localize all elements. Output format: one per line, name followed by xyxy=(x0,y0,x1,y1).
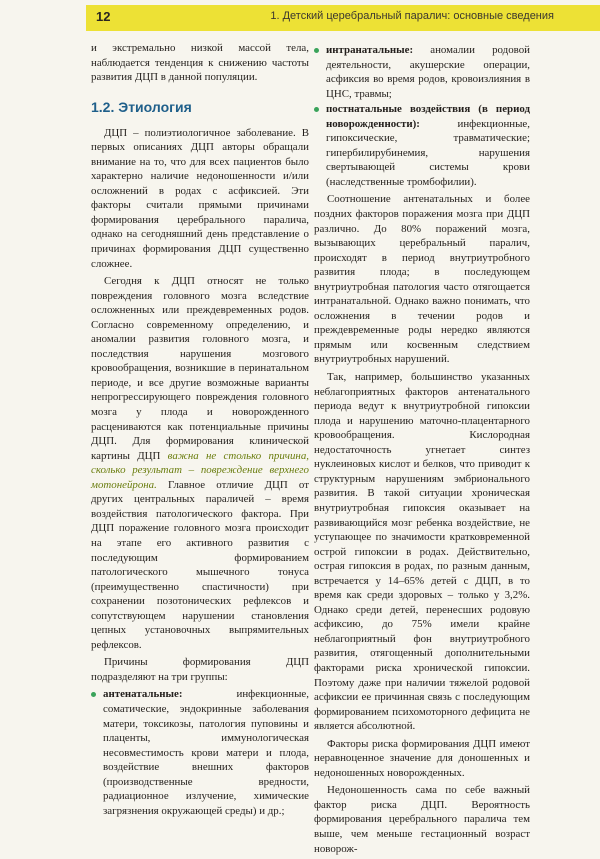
paragraph-hypoxia: Так, например, большинство указанных неблагоприятных факторов антенатального периода ведут к внутриутробной гипоксии плода и нарушению маточно-плацентарного кровообращения. Кислородная недостаточность угнетает синтез нуклеиновых кислот и белков, что приводит к структурным нарушениям эмбрионального развития. В такой ситуации хроническая внутриутробная гипоксия оказывает на развивающийся мозг ребенка воздействие, не уступающее по значимости кратковременной острой гипоксии в родах. Действительно, острая гипоксия в родах, по разным данным, встречается у 14–65% детей с ДЦП, в то время как среди здоровых – только у 3,2%. Однако среди детей, перенесших родовую асфиксию, до 75% имели крайне неблагоприятный фон внутриутробного развития, отягощенный дополнительными факторами риска хронической гипоксии. Поэтому даже при наличии тяжелой родовой асфиксии ее причинная связь с последующим формированием психомоторного дефицита не является абсолютной. xyxy=(314,371,530,733)
list-item xyxy=(91,687,309,818)
paragraph-risk-factors: Факторы риска формирования ДЦП имеют неравноценное значение для доношенных и недоношенных новорожденных. xyxy=(314,737,530,779)
paragraph-text: Главное отличие ДЦП от других центральных параличей – время воздействия патологического фактора. При ДЦП поражение головного мозга происходит на этапе его активного развития с последующим формированием патологического мышечного тонуса (преимущественно спастичности) при сохранении позотонических рефлексов и сопутствующем нарушении становления цепных установочных выпрямительных рефлексов. xyxy=(91,478,309,651)
page-number: 12 xyxy=(96,9,111,24)
intro-paragraph: и экстремально низкой массой тела, наблюдается тенденция к снижению частоты развития ДЦП в данной популяции. xyxy=(91,42,309,84)
running-title: 1. Детский церебральный паралич: основные сведения xyxy=(270,10,554,22)
causes-list xyxy=(91,687,309,818)
paragraph-etiology-1: ДЦП – полиэтиологичное заболевание. В первых описаниях ДЦП авторы обращали внимание на то, что для всех пациентов было характерно наличие недоношенности и/или осложнений в родах с асфиксией. Эти факторы считали прямыми причинами формирования церебрального паралича, однако на сегодняшний день представление о причинах формирования ДЦП существенно сложнее. xyxy=(91,126,309,270)
list-item-term: постнатальные воздействия (в период новорожденности): xyxy=(326,103,530,130)
paragraph-etiology-2 xyxy=(91,274,309,652)
paragraph-text: Сегодня к ДЦП относят не только повреждения головного мозга вследствие осложненных или преждевременных родов. Согласно современному определению, и аномалии развития головного мозга, и последствия нарушения мозгового кровообращения, возникшие в перинатальном периоде, и все другие возможные варианты непрогрессирующего повреждения головного мозга у плода и новорожденного расцениваются как потенциальные причины ДЦП. Для формирования клинической картины ДЦП xyxy=(91,275,309,462)
bullet-dot-icon xyxy=(314,48,319,53)
paragraph-causes: Причины формирования ДЦП подразделяют на три группы: xyxy=(91,656,309,683)
left-column xyxy=(91,41,309,821)
paragraph-ratio: Соотношение антенатальных и более поздних факторов поражения мозга при ДЦП различно. До 80% поражений мозга, вызывающих церебральный паралич, происходят в период внутриутробного развития плода; в последующем внутриутробная патология часто отягощается интранатальной. Однако важно понимать, что осложнения в течении родов и преждевременные роды нередко являются прямым или косвенным следствием внутриутробных нарушений. xyxy=(314,193,530,366)
paragraph-prematurity: Недоношенность сама по себе важный фактор риска ДЦП. Вероятность формирования церебрального паралича тем выше, чем меньше гестационный возраст новорож- xyxy=(314,784,530,855)
bullet-dot-icon xyxy=(314,107,319,112)
list-item-text: инфекционные, гипоксические, травматические; гипербилирубинемия, нарушения свертывающей системы крови (наследственные тромбофилии). xyxy=(326,117,530,188)
bullet-dot-icon xyxy=(91,692,96,697)
list-item-text: аномалии родовой деятельности, акушерские операции, асфиксия во время родов, кровоизлияния в ЦНС, травмы; xyxy=(326,44,530,100)
list-item xyxy=(314,43,530,101)
list-item xyxy=(314,102,530,189)
list-item-term: интранатальные: xyxy=(326,44,414,56)
causes-list-continued xyxy=(314,43,530,189)
list-item-text: инфекционные, соматические, эндокринные заболевания матери, токсикозы, патология пуповины и плаценты, иммунологическая несовместимость крови матери и плода, воздействие внешних факторов (производственные вредности, радиационное излучение, химические загрязнения окружающей среды) и др.; xyxy=(103,688,309,817)
list-item-term: антенатальные: xyxy=(103,688,183,701)
section-title: 1.2. Этиология xyxy=(91,98,192,115)
right-column xyxy=(314,41,530,859)
highlighted-phrase: важна не столько причина, сколько результат – повреждение верхнего мотонейрона. xyxy=(91,449,309,491)
